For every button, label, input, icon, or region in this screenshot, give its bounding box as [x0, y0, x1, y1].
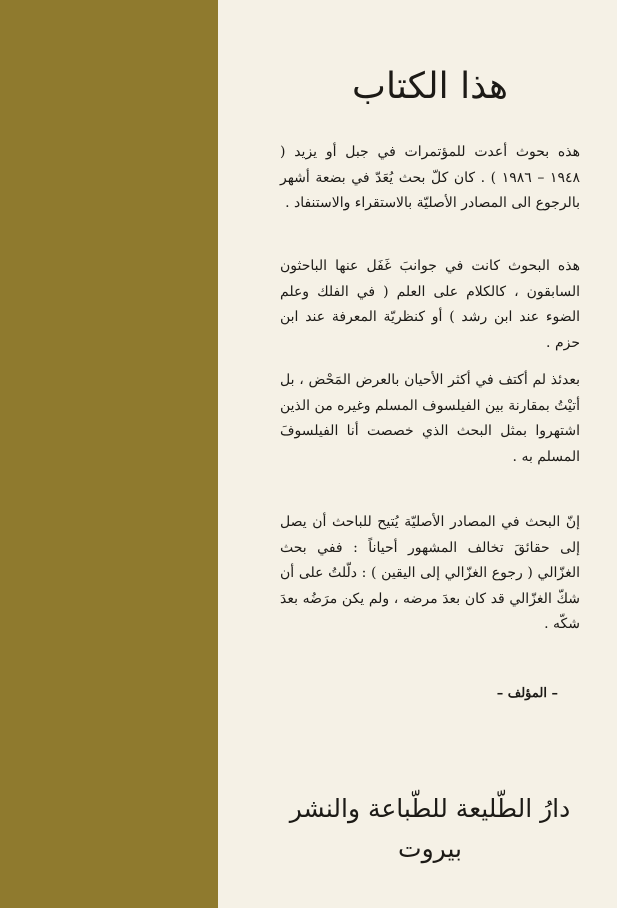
- paragraph-2: هذه البحوث كانت في جوانبَ غَفَل عنها الباحثون السابقون ، كالكلام على العلم ( في الفلك وعلم الضوء عند ابن رشد ) أو كنظريّة المعرفة عند ابن حزم .: [280, 258, 580, 351]
- paragraph-4: إنّ البحث في المصادر الأصليّة يُتيح للباحث أن يصل إلى حقائقَ تخالف المشهور أحياناً : ففي بحث الغزّالي ( رجوع الغزّالي إلى اليقين ) : دلّلتُ على أن شكّ الغزّالي قد كان بعدَ مرضه ، ولم يكن مرَضُه بعدَ شكّه .: [280, 514, 580, 632]
- paragraph-3: بعدئذ لم أكتف في أكثر الأحيان بالعرض المَحْض ، بل أتيْتُ بمقارنة بين الفيلسوف المسلم وغيره من الذين اشتهروا بمثل البحث الذي خصصت أنا الفيلسوفَ المسلم به .: [280, 372, 580, 465]
- author-signature: – المؤلف –: [496, 686, 558, 701]
- back-cover-content: [280, 0, 580, 908]
- back-cover-page: [218, 0, 617, 908]
- book-spine-band: [0, 0, 218, 908]
- cover-title: هذا الكتاب: [352, 66, 508, 107]
- publisher-city: بيروت: [398, 834, 462, 863]
- paragraph-1: هذه بحوث أعدت للمؤتمرات في جبل أو يزيد ( ١٩٤٨ – ١٩٨٦ ) . كان كلّ بحث يُعَدّ في بضعة أشهر بالرجوع الى المصادر الأصليّة بالاستقراء والاستنفاد .: [280, 144, 580, 211]
- publisher-name: دارُ الطّليعة للطّباعة والنشر: [289, 794, 571, 823]
